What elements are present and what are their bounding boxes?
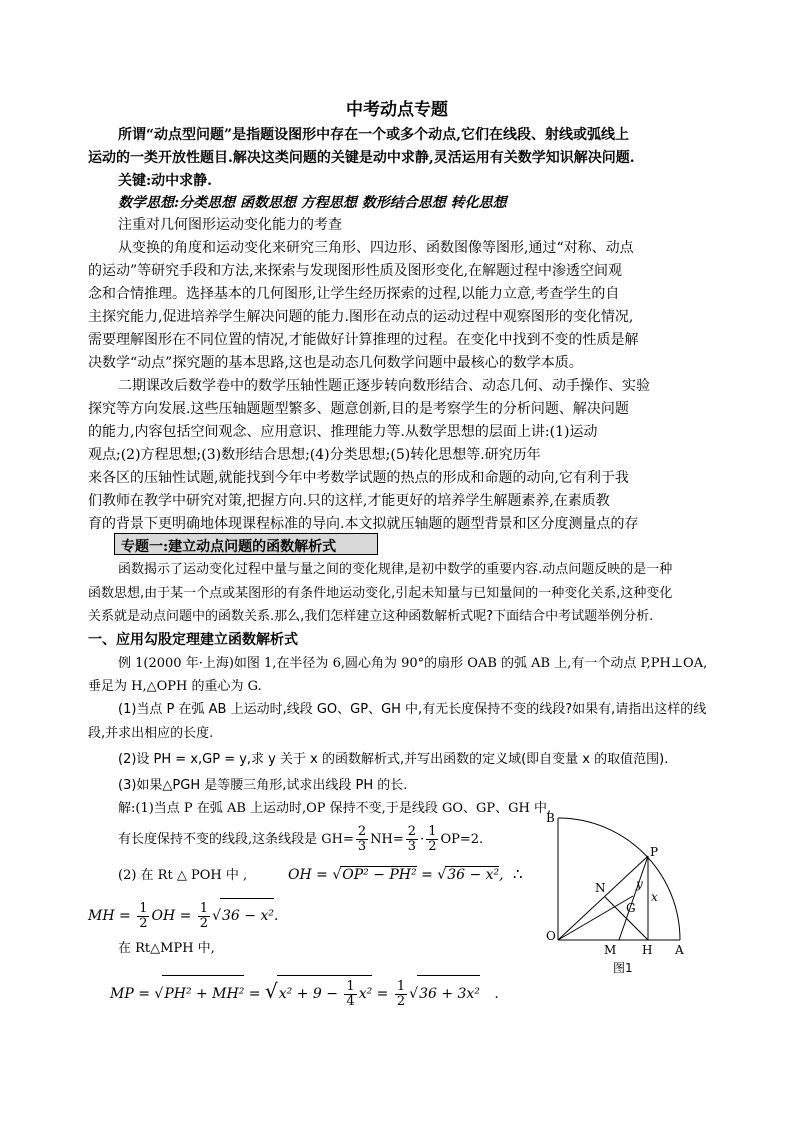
para2-line: 观点;(2)方程思想;(3)数形结合思想;(4)分类思想;(5)转化思想等.研究历年: [88, 447, 541, 463]
solution-2-op: OP=2.: [440, 832, 484, 847]
para2-line: 探究等方向发展.这些压轴题题型繁多、题意创新,目的是考察学生的分析问题、解决问题: [88, 401, 629, 417]
para3-line: 关系就是动点问题中的函数关系.那么,我们怎样建立这种函数解析式呢?下面结合中考试题举例分析.: [88, 609, 654, 624]
fig-label-y: y: [636, 877, 643, 891]
page-title: 中考动点专题: [346, 100, 448, 120]
para2-line: 的能力,内容包括空间观念、应用意识、推理能力等.从数学思想的层面上讲:(1)运动: [88, 424, 598, 440]
solution-3-label: (2) 在 Rt △ POH 中 ,: [118, 868, 248, 883]
para2-line: 二期课改后数学卷中的数学压轴性题正逐步转向数形结合、动态几何、动手操作、实验: [118, 378, 650, 394]
intro-key: 关键:动中求静.: [118, 173, 213, 189]
para1-line: 需要理解图形在不同位置的情况,才能做好计算推理的过程。在变化中找到不变的性质是解: [88, 332, 639, 348]
segment-pm: [619, 856, 648, 940]
segment-op: [558, 856, 648, 940]
fig-label-h: H: [642, 943, 653, 957]
sector-arc: [558, 818, 680, 940]
section-heading-box: [114, 533, 378, 555]
para1-line: 主探究能力,促进培养学生解决问题的能力.图形在动点的运动过程中观察图形的变化情况,: [88, 309, 634, 325]
solution-2-text: 有长度保持不变的线段,这条线段是 GH=: [118, 832, 354, 847]
para1-line: 念和合情推理。选择基本的几何图形,让学生经历探索的过程,以能力立意,考查学生的自: [88, 286, 620, 302]
fig-label-n: N: [595, 881, 606, 895]
example-line-1: 例 1(2000 年·上海)如图 1,在半径为 6,圆心角为 90°的扇形 OAB 的弧 AB 上,有一个动点 P,PH⊥OA,: [118, 656, 708, 671]
para2-line: 育的背景下更明确地体现课程标准的导向.本文拟就压轴题的题型背景和区分度测量点的存: [88, 516, 639, 532]
question-1a: (1)当点 P 在弧 AB 上运动时,线段 GO、GP、GH 中,有无长度保持不变的线段?如果有,请指出这样的线: [118, 702, 707, 717]
para1-line: 的运动”等研究手段和方法,来探索与发现图形性质及图形变化,在解题过程中渗透空间观: [88, 263, 623, 279]
para3-line: 函数揭示了运动变化过程中量与量之间的变化规律,是初中数学的重要内容.动点问题反映的是一种: [118, 562, 673, 577]
para1-line: 从变换的角度和运动变化来研究三角形、四边形、函数图像等图形,通过“对称、动点: [118, 240, 634, 256]
mp-formula: MP = √PH² + MH² = √x² + 9 − $\frac{1}{4}$ x² = $\frac{1}{2}$ √36 + 3x² .: [110, 973, 499, 1012]
oh-formula: OH = √OP² − PH² = √36 − x²,: [288, 867, 504, 883]
figure-1-diagram: [540, 808, 700, 978]
mh-formula: MH = $\frac{1}{2}$ OH = $\frac{1}{2}$ √36 − x².: [88, 898, 278, 933]
fig-label-x: x: [651, 890, 658, 904]
intro-focus: 注重对几何图形运动变化能力的考查: [118, 217, 342, 233]
intro-line-1: 所谓“动点型问题”是指题设图形中存在一个或多个动点,它们在线段、射线或弧线上: [118, 127, 629, 143]
fig-label-m: M: [604, 943, 617, 957]
question-2: (2)设 PH = x,GP = y,求 y 关于 x 的函数解析式,并写出函数的定义域(即自变量 x 的取值范围).: [118, 752, 669, 767]
fig-label-o: O: [546, 929, 556, 943]
para2-line: 们教师在教学中研究对策,把握方向.只的这样,才能更好的培养学生解题素养,在素质教: [88, 493, 610, 509]
figure-caption: 图1: [613, 961, 633, 975]
para3-line: 函数思想,由于某一个点或某图形的有条件地运动变化,引起未知量与已知量间的一种变化关系,这种变化: [88, 586, 673, 601]
question-1b: 段,并求出相应的长度.: [88, 726, 214, 741]
para2-line: 来各区的压轴性试题,就能找到今年中考数学试题的热点的形成和命题的动向,它有利于我: [88, 470, 629, 486]
fraction-1-2: $\frac{1}{2}$: [428, 824, 437, 854]
para1-line: 决数学“动点”探究题的基本思路,这也是动态几何数学问题中最核心的数学本质。: [88, 355, 583, 371]
fig-label-p: P: [650, 845, 659, 859]
section-heading: 专题一:建立动点问题的函数解析式: [121, 539, 337, 555]
solution-2: 有长度保持不变的线段,这条线段是 GH= $\frac{2}{3}$ NH= $\frac{2}{3}$ · $\frac{1}{2}$ OP=2.: [118, 824, 484, 854]
solution-2-nh: NH=: [370, 832, 404, 847]
fig-label-b: B: [546, 811, 555, 825]
solution-5: 在 Rt△MPH 中,: [118, 941, 215, 956]
fraction-2-3: $\frac{2}{3}$: [357, 824, 367, 854]
example-line-2: 垂足为 H,△OPH 的重心为 G.: [88, 679, 262, 694]
therefore-symbol: ∴: [513, 865, 523, 883]
subsection-heading: 一、应用勾股定理建立函数解析式: [88, 632, 298, 648]
intro-math-ideas: 数学思想:分类思想 函数思想 方程思想 数形结合思想 转化思想: [118, 195, 507, 211]
fig-label-g: G: [626, 901, 636, 915]
fraction-2-3: $\frac{2}{3}$: [407, 824, 417, 854]
solution-1: 解:(1)当点 P 在弧 AB 上运动时,OP 保持不变,于是线段 GO、GP、GH 中,: [118, 801, 552, 816]
fig-label-a: A: [675, 943, 684, 957]
intro-line-2: 运动的一类开放性题目.解决这类问题的关键是动中求静,灵活运用有关数学知识解决问题.: [88, 150, 635, 166]
question-3: (3)如果△PGH 是等腰三角形,试求出线段 PH 的长.: [118, 778, 408, 793]
